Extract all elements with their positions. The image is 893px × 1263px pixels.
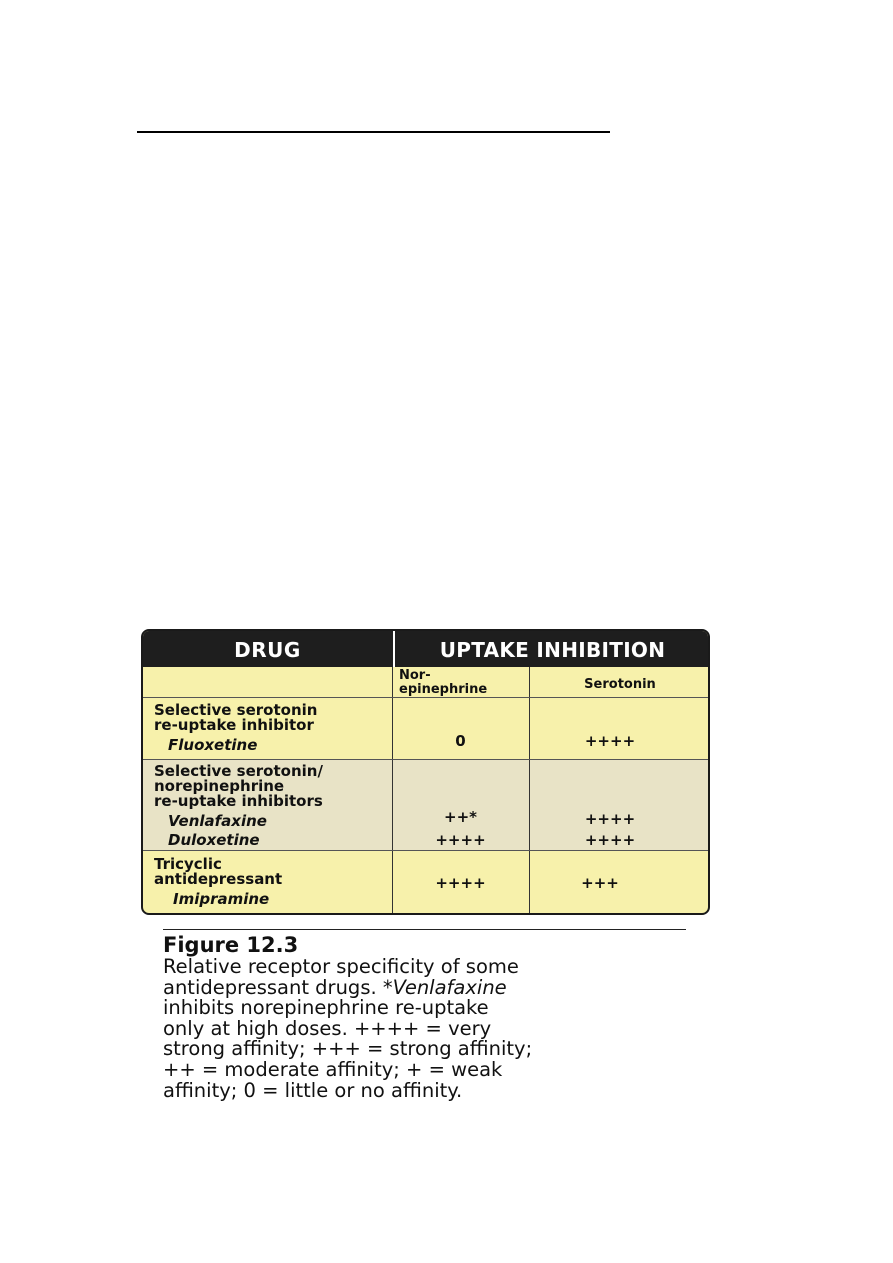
subheader-ne-line2: epinephrine [399, 682, 488, 697]
class-line: re-uptake inhibitors [154, 792, 323, 810]
class-ssri [154, 703, 317, 733]
row-divider-1 [143, 759, 708, 760]
figure-rule [163, 929, 686, 930]
caption-text: antidepressant drugs. * [163, 975, 393, 999]
subheader-divider [143, 697, 708, 698]
subheader-serotonin: Serotonin [584, 677, 656, 692]
class-line: re-uptake inhibitor [154, 716, 314, 734]
drug-fluoxetine: Fluoxetine [168, 736, 258, 754]
caption-italic-drug: Venlafaxine [392, 975, 507, 999]
figure-caption [163, 957, 698, 1101]
caption-line: Relative receptor specificity of some [163, 955, 519, 978]
class-line: antidepressant [154, 870, 283, 888]
caption-line: affinity; 0 = little or no affinity. [163, 1078, 463, 1102]
fluoxetine-serotonin: ++++ [584, 732, 636, 750]
drug-venlafaxine: Venlafaxine [168, 812, 267, 830]
class-line: Selective serotonin/ [154, 762, 323, 780]
caption-line: strong affinity; +++ = strong affinity; [163, 1037, 533, 1061]
table-header [143, 631, 708, 667]
venlafaxine-serotonin: ++++ [584, 810, 636, 828]
subheader-norepinephrine [399, 669, 487, 697]
header-drug: DRUG [234, 638, 301, 662]
imipramine-norepinephrine: ++++ [435, 874, 486, 892]
caption-line [163, 975, 698, 999]
drug-imipramine: Imipramine [173, 890, 270, 908]
subheader-ne-line1: Nor- [399, 668, 431, 683]
header-uptake-inhibition: UPTAKE INHIBITION [393, 631, 710, 667]
class-line: Tricyclic [154, 855, 222, 873]
uptake-inhibition-table [141, 629, 710, 915]
class-tca [154, 857, 282, 887]
drug-duloxetine: Duloxetine [168, 831, 260, 849]
venlafaxine-norepinephrine: ++* [444, 808, 477, 826]
duloxetine-norepinephrine: ++++ [435, 831, 486, 849]
caption-line: inhibits norepinephrine re-uptake [163, 996, 489, 1020]
caption-line: ++ = moderate affinity; + = weak [163, 1057, 503, 1081]
class-line: norepinephrine [154, 777, 285, 795]
class-snri [154, 764, 323, 809]
figure-title: Figure 12.3 [163, 933, 299, 957]
fluoxetine-norepinephrine: 0 [455, 732, 466, 750]
caption-line: only at high doses. ++++ = very [163, 1016, 492, 1040]
imipramine-serotonin: +++ [581, 874, 619, 892]
duloxetine-serotonin: ++++ [584, 831, 636, 849]
row-divider-2 [143, 850, 708, 851]
top-rule [137, 131, 610, 133]
class-line: Selective serotonin [154, 701, 318, 719]
